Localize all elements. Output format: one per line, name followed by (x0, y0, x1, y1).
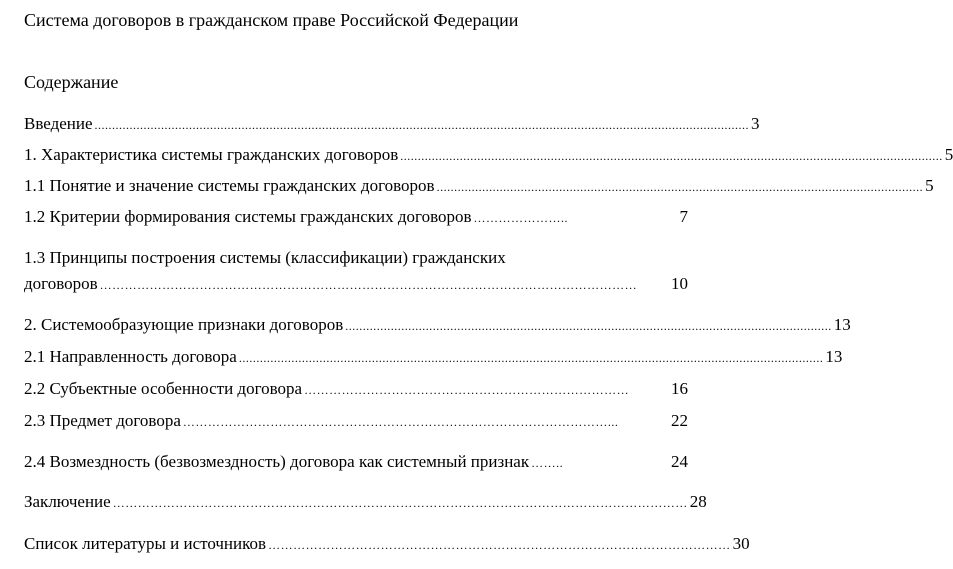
toc-leader: ………………….. (473, 211, 569, 225)
toc-page-number: 16 (671, 379, 688, 398)
toc-entry-section-2-1 (24, 345, 843, 370)
toc-entry-label: 2.2 Субъектные особенности договора (24, 379, 303, 398)
toc-entry-section-2-3 (24, 409, 688, 434)
toc-page-number: 24 (671, 452, 688, 471)
toc-page-number: 28 (689, 492, 707, 511)
toc-leader: ....................................................................................................................................................................... (238, 351, 824, 365)
toc-entry-label: Список литературы и источников (24, 534, 267, 553)
toc-entry-conclusion (24, 490, 707, 515)
toc-page-number: 22 (671, 411, 688, 430)
toc-entry-section-2-4 (24, 450, 688, 475)
toc-page-number: 13 (833, 315, 851, 334)
toc-leader: ………………………………………………………………………………………………………………………… (112, 496, 688, 510)
toc-leader: …………………………………………………………………………………………... (182, 415, 619, 429)
toc-entry-section-1-3-line1 (24, 246, 688, 269)
toc-entry-label: Введение (24, 114, 93, 133)
toc-leader: ........................................................................................................................................... (345, 319, 832, 333)
toc-entry-label: 1.2 Критерии формирования системы гражданских договоров (24, 207, 472, 226)
toc-entry-label: 1.3 Принципы построения системы (классификации) гражданских (24, 248, 506, 267)
toc-leader: ………………………………………………………………………………………………… (268, 538, 731, 552)
toc-entry-chapter-1 (24, 143, 953, 168)
toc-entry-section-2-2 (24, 377, 688, 402)
toc-leader: ........................................................................................................................................................... (400, 149, 943, 163)
toc-page-number: 3 (751, 114, 760, 133)
toc-leader: …………………………………………………………………… (304, 383, 630, 397)
toc-page-number: 30 (732, 534, 750, 553)
toc-entry-label: 2.4 Возмездность (безвозмездность) договора как системный признак (24, 452, 530, 471)
toc-entry-label: 2.3 Предмет договора (24, 411, 181, 430)
document-title: Система договоров в гражданском праве Российской Федерации (24, 10, 519, 30)
toc-entry-label: Заключение (24, 492, 111, 511)
toc-leader: ………………………………………………………………………………………………………………… (99, 278, 638, 292)
toc-entry-label: 1. Характеристика системы гражданских договоров (24, 145, 399, 164)
toc-entry-label: 2. Системообразующие признаки договоров (24, 315, 344, 334)
toc-heading: Содержание (24, 72, 119, 92)
toc-entry-section-1-3-line2 (24, 272, 688, 297)
toc-leader: …….. (531, 456, 564, 470)
toc-entry-chapter-2 (24, 313, 851, 338)
toc-page-number: 7 (679, 207, 688, 226)
toc-entry-bibliography (24, 532, 750, 557)
toc-entry-section-1-2 (24, 205, 688, 230)
toc-entry-label: 2.1 Направленность договора (24, 347, 237, 366)
toc-entry-introduction (24, 112, 760, 137)
toc-entry-label-continued: договоров (24, 274, 98, 293)
toc-page-number: 5 (925, 176, 934, 195)
toc-leader: ........................................................................................................................................... (436, 180, 924, 194)
toc-entry-section-1-1 (24, 174, 934, 199)
toc-entry-label: 1.1 Понятие и значение системы гражданских договоров (24, 176, 435, 195)
toc-page-number: 5 (944, 145, 953, 164)
toc-leader: ........................................................................................................................................................................................... (94, 118, 750, 132)
toc-page-number: 13 (825, 347, 843, 366)
toc-page-number: 10 (671, 274, 688, 293)
